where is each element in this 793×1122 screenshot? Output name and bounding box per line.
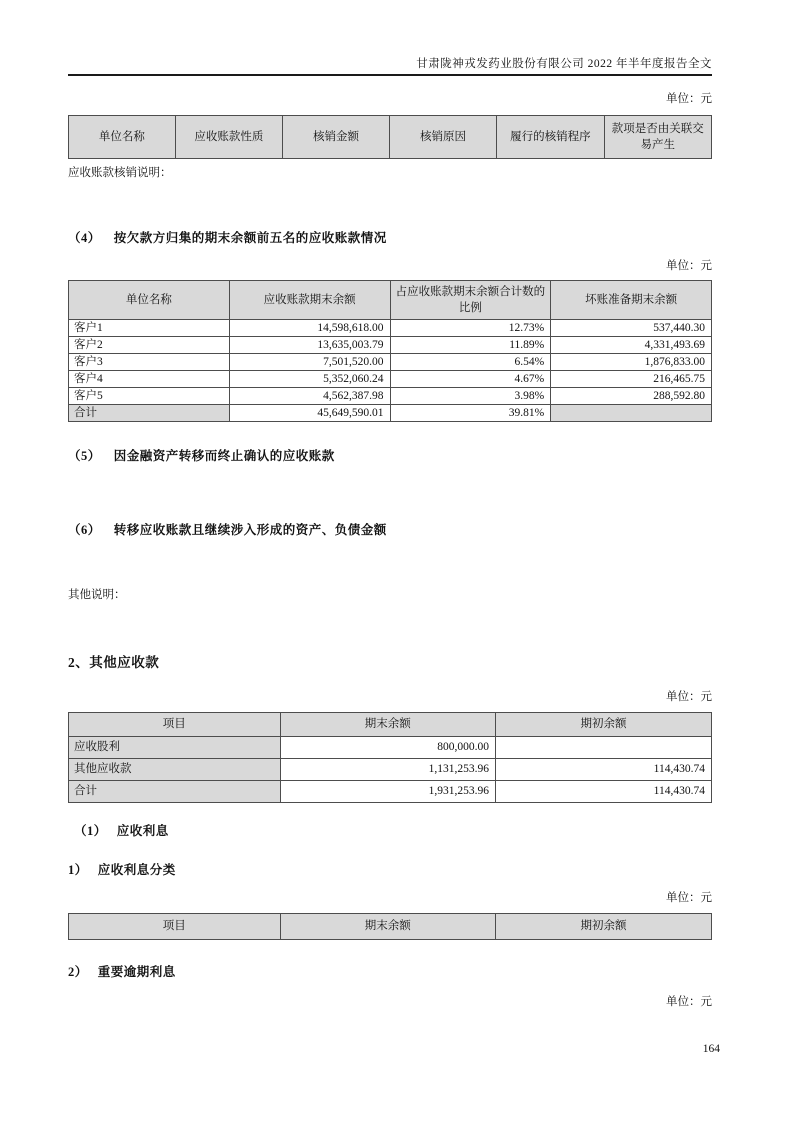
cell-ending-balance: 1,131,253.96 xyxy=(280,759,495,781)
column-header: 履行的核销程序 xyxy=(497,116,604,159)
cell-customer: 客户1 xyxy=(69,320,230,337)
cell-ending-balance: 4,562,387.98 xyxy=(229,388,390,405)
cell-ending-balance: 13,635,003.79 xyxy=(229,337,390,354)
cell-beginning-balance xyxy=(495,737,711,759)
cell-total-label: 合计 xyxy=(69,405,230,422)
column-header: 项目 xyxy=(69,914,281,940)
interest-table xyxy=(68,913,712,940)
table-header-row xyxy=(69,914,712,940)
cell-ratio: 4.67% xyxy=(390,371,551,388)
cell-ending-balance: 14,598,618.00 xyxy=(229,320,390,337)
column-header: 核销原因 xyxy=(389,116,496,159)
cell-ending-balance: 800,000.00 xyxy=(280,737,495,759)
page-number: 164 xyxy=(702,1043,720,1055)
column-header: 核销金额 xyxy=(283,116,390,159)
cell-bad-debt: 4,331,493.69 xyxy=(551,337,712,354)
section-heading-4 xyxy=(68,230,712,246)
section-heading-other-receivables: 2、其他应收款 xyxy=(68,655,160,670)
column-header: 期末余额 xyxy=(280,713,495,737)
table-total-row xyxy=(69,781,712,803)
other-note: 其他说明： xyxy=(68,589,126,601)
table-row xyxy=(69,388,712,405)
cell-total-label: 合计 xyxy=(69,781,281,803)
section-title: 转移应收账款且继续涉入形成的资产、负债金额 xyxy=(113,523,387,537)
section-heading-5 xyxy=(68,448,712,464)
section-heading-6 xyxy=(68,522,712,538)
section-number: （5） xyxy=(68,449,101,463)
cell-ending-balance: 1,931,253.96 xyxy=(280,781,495,803)
cell-customer: 客户4 xyxy=(69,371,230,388)
section-title: 应收利息 xyxy=(116,824,169,838)
table-row xyxy=(69,737,712,759)
table-row xyxy=(69,320,712,337)
column-header: 单位名称 xyxy=(69,116,176,159)
section-heading-interest-class xyxy=(68,862,712,878)
cell-bad-debt: 216,465.75 xyxy=(551,371,712,388)
cell-ending-balance: 5,352,060.24 xyxy=(229,371,390,388)
section-number: （4） xyxy=(68,231,101,245)
other-receivables-table xyxy=(68,712,712,803)
table-header-row xyxy=(69,281,712,320)
top5-receivables-table xyxy=(68,280,712,422)
cell-bad-debt: 288,592.80 xyxy=(551,388,712,405)
column-header: 项目 xyxy=(69,713,281,737)
writeoff-note: 应收账款核销说明： xyxy=(68,167,172,179)
column-header: 应收账款性质 xyxy=(175,116,282,159)
section-heading-overdue-interest xyxy=(68,964,712,980)
cell-ratio: 6.54% xyxy=(390,354,551,371)
cell-item: 应收股利 xyxy=(69,737,281,759)
table-row xyxy=(69,354,712,371)
section-heading-interest xyxy=(68,823,712,839)
unit-label: 单位：元 xyxy=(666,996,712,1008)
cell-customer: 客户5 xyxy=(69,388,230,405)
cell-customer: 客户2 xyxy=(69,337,230,354)
section-title: 按欠款方归集的期末余额前五名的应收账款情况 xyxy=(113,231,387,245)
cell-ratio: 11.89% xyxy=(390,337,551,354)
unit-label: 单位：元 xyxy=(666,260,712,272)
column-header: 单位名称 xyxy=(69,281,230,320)
cell-beginning-balance: 114,430.74 xyxy=(495,781,711,803)
cell-bad-debt xyxy=(551,405,712,422)
section-number: （1） xyxy=(74,824,107,838)
table-total-row xyxy=(69,405,712,422)
section-title: 应收利息分类 xyxy=(97,863,176,877)
cell-ratio: 12.73% xyxy=(390,320,551,337)
cell-bad-debt: 537,440.30 xyxy=(551,320,712,337)
header-divider-line xyxy=(68,74,712,76)
section-title: 重要逾期利息 xyxy=(97,965,176,979)
table-header-row xyxy=(69,713,712,737)
column-header: 款项是否由关联交易产生 xyxy=(604,116,711,159)
section-number: （6） xyxy=(68,523,101,537)
cell-ratio: 39.81% xyxy=(390,405,551,422)
table-row xyxy=(69,337,712,354)
cell-customer: 客户3 xyxy=(69,354,230,371)
section-number: 1） xyxy=(68,863,88,877)
column-header: 期初余额 xyxy=(495,914,711,940)
table-row xyxy=(69,371,712,388)
column-header: 坏账准备期末余额 xyxy=(551,281,712,320)
cell-ending-balance: 45,649,590.01 xyxy=(229,405,390,422)
cell-bad-debt: 1,876,833.00 xyxy=(551,354,712,371)
table-row xyxy=(69,759,712,781)
cell-ratio: 3.98% xyxy=(390,388,551,405)
writeoff-table xyxy=(68,115,712,159)
column-header: 期初余额 xyxy=(495,713,711,737)
document-header-title: 甘肃陇神戎发药业股份有限公司 2022 年半年度报告全文 xyxy=(416,58,712,70)
unit-label: 单位：元 xyxy=(666,93,712,105)
column-header: 占应收账款期末余额合计数的比例 xyxy=(390,281,551,320)
column-header: 期末余额 xyxy=(280,914,495,940)
unit-label: 单位：元 xyxy=(666,691,712,703)
cell-item: 其他应收款 xyxy=(69,759,281,781)
cell-beginning-balance: 114,430.74 xyxy=(495,759,711,781)
cell-ending-balance: 7,501,520.00 xyxy=(229,354,390,371)
column-header: 应收账款期末余额 xyxy=(229,281,390,320)
unit-label: 单位：元 xyxy=(666,892,712,904)
section-number: 2） xyxy=(68,965,88,979)
section-title: 因金融资产转移而终止确认的应收账款 xyxy=(113,449,335,463)
table-header-row xyxy=(69,116,712,159)
